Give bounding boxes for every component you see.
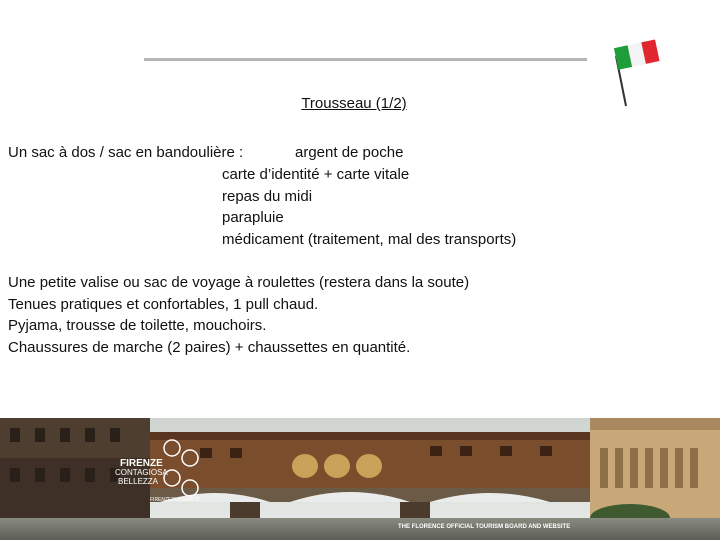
logo-line-3: BELLEZZA [118, 477, 159, 486]
logo-line-1: FIRENZE [120, 458, 163, 469]
luggage-line-2: Tenues pratiques et confortables, 1 pull chaud. [8, 296, 319, 313]
logo-site: FIRENZETURISMO.IT [150, 497, 201, 503]
bag-item-1: argent de poche [295, 144, 404, 161]
bag-item-3: repas du midi [222, 188, 313, 205]
luggage-line-3: Pyjama, trousse de toilette, mouchoirs. [8, 317, 267, 334]
banner-caption: THE FLORENCE OFFICIAL TOURISM BOARD AND WEBSITE [398, 524, 571, 530]
page-title: Trousseau (1/2) [301, 95, 407, 112]
bag-item-5: médicament (traitement, mal des transports) [222, 231, 517, 248]
luggage-line-1: Une petite valise ou sac de voyage à roulettes (restera dans la soute) [8, 274, 470, 291]
ponte-vecchio-banner [0, 418, 720, 540]
bag-item-4: parapluie [222, 209, 284, 226]
header-rule [144, 58, 587, 61]
ponte-vecchio-photo [0, 418, 720, 540]
luggage-line-4: Chaussures de marche (2 paires) + chaussettes en quantité. [8, 339, 411, 356]
bag-item-2: carte d’identité + carte vitale [222, 166, 410, 183]
logo-line-2: CONTAGIOSA [115, 468, 168, 477]
bag-line: Un sac à dos / sac en bandoulière : [8, 144, 244, 161]
